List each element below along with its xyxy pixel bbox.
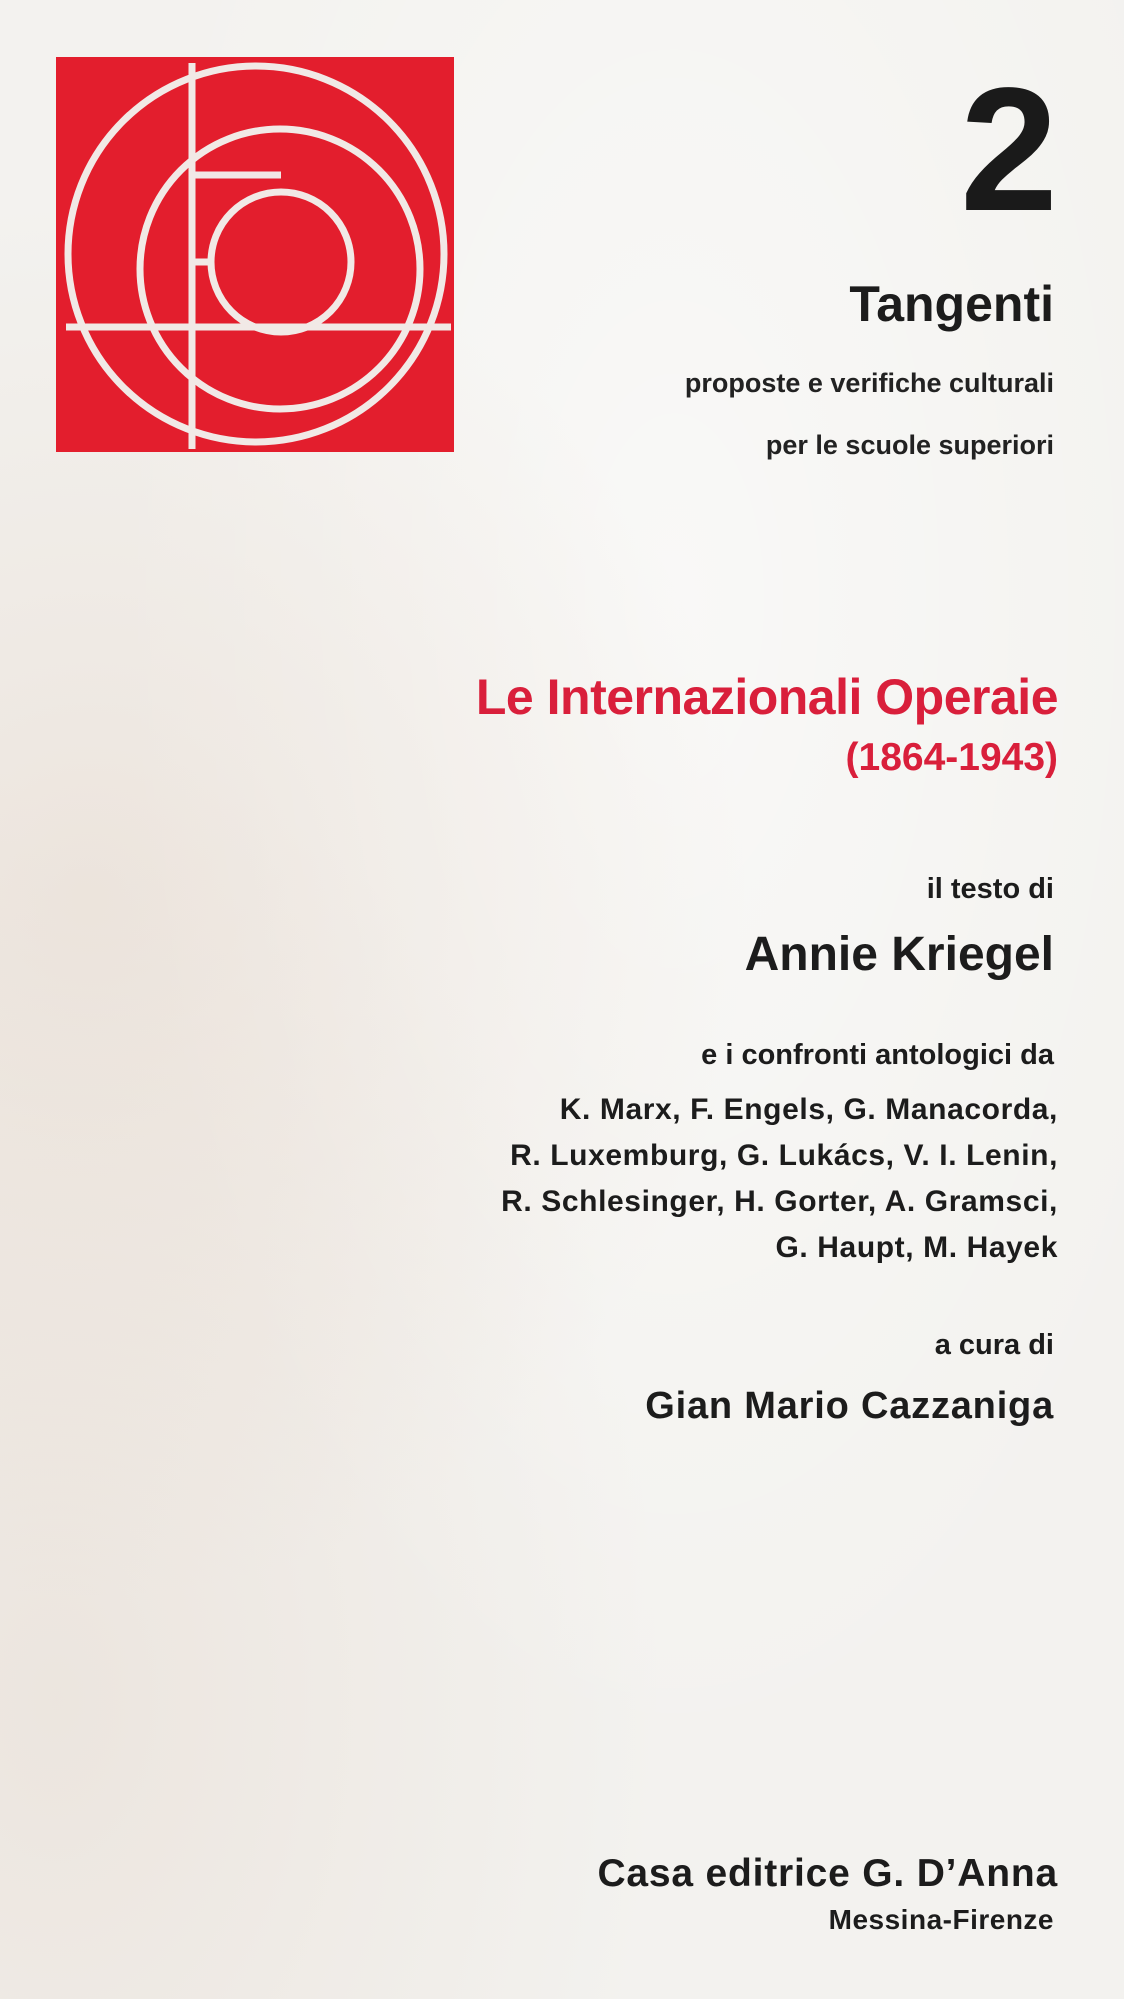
series-name: Tangenti bbox=[849, 276, 1054, 332]
anthology-line: R. Schlesinger, H. Gorter, A. Gramsci, bbox=[501, 1185, 1058, 1218]
series-subtitle-line2: per le scuole superiori bbox=[765, 430, 1054, 460]
anthology-line: R. Luxemburg, G. Lukács, V. I. Lenin, bbox=[510, 1139, 1058, 1172]
publisher-place: Messina-Firenze bbox=[828, 1904, 1054, 1935]
book-title: Le Internazionali Operaie bbox=[475, 669, 1058, 725]
series-subtitle-line1: proposte e verifiche culturali bbox=[684, 368, 1054, 398]
anthology-line: K. Marx, F. Engels, G. Manacorda, bbox=[559, 1093, 1058, 1126]
anthology-label: e i confronti antologici da bbox=[701, 1039, 1054, 1071]
publisher-name: Casa editrice G. D’Anna bbox=[597, 1852, 1058, 1895]
book-dates: (1864-1943) bbox=[845, 736, 1058, 779]
series-emblem-icon bbox=[56, 57, 454, 452]
author-name: Annie Kriegel bbox=[744, 928, 1054, 981]
anthology-line: G. Haupt, M. Hayek bbox=[775, 1231, 1058, 1264]
editor-label: a cura di bbox=[934, 1329, 1054, 1361]
text-by-label: il testo di bbox=[926, 873, 1054, 905]
editor-name: Gian Mario Cazzaniga bbox=[645, 1385, 1054, 1427]
series-number: 2 bbox=[960, 52, 1054, 248]
